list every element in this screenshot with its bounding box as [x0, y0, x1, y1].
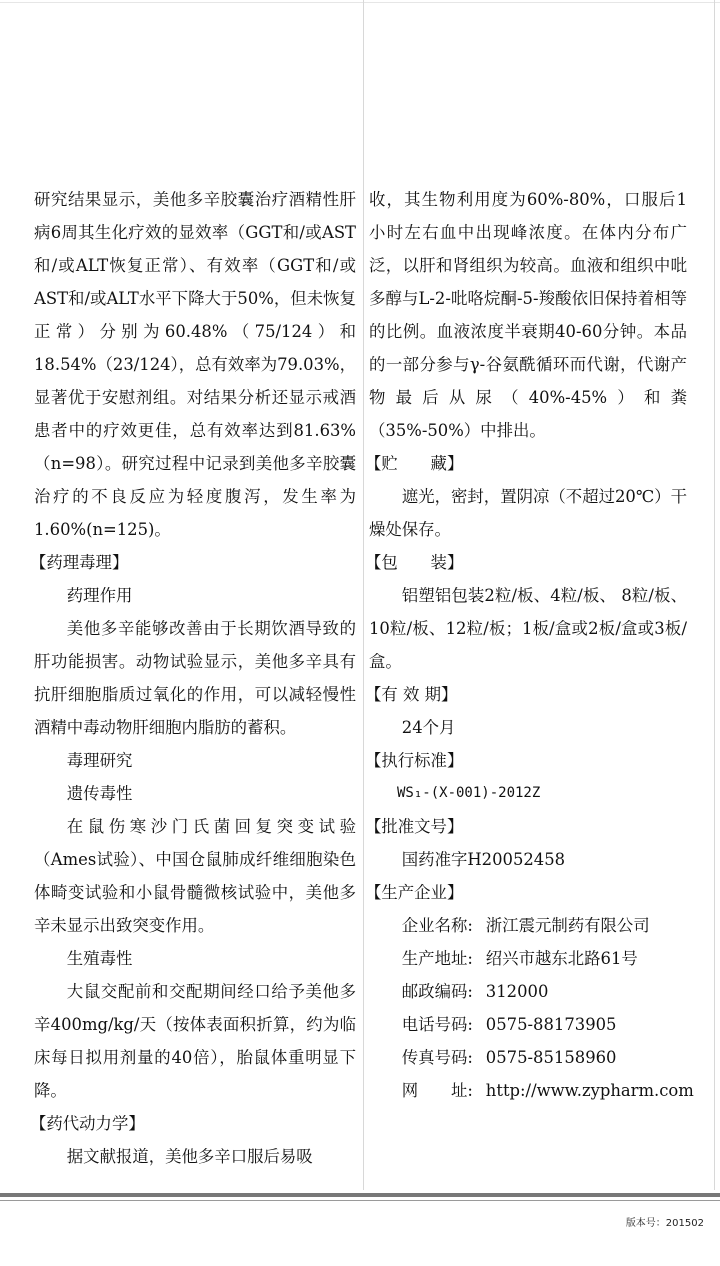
address: 绍兴市越东北路61号 — [485, 949, 638, 968]
website-label: 网 址: — [401, 1081, 473, 1100]
pharmacokinetics-text-start: 据文献报道，美他多辛口服后易吸 — [66, 1147, 313, 1166]
right-edge-line — [714, 0, 715, 1190]
fax-number: 0575-85158960 — [485, 1048, 617, 1067]
storage-heading: 【贮 藏】 — [365, 454, 464, 473]
clinical-results-paragraph: 研究结果显示，美他多辛胶囊治疗酒精性肝病6周其生化疗效的显效率（GGT和/或AST和/或ALT恢复正常）、有效率（GGT和/或AST和/或ALT水平下降大于50%，但未恢复正常）分别为60.48%（75/124）和18.54%（23/124），总有效率为79.03%，显著优于安慰剂组。对结果分析还显示戒酒患者中的疗效更佳，总有效率达到81.63%（n=98）。研究过程中记录到美他多辛胶囊治疗的不良反应为轻度腹泻，发生率为1.60%(n=125)。 — [34, 190, 356, 539]
version-number: 版本号：201502 — [625, 1218, 704, 1229]
website-row — [369, 1074, 694, 1107]
pharmacology-text: 美他多辛能够改善由于长期饮酒导致的肝功能损害。动物试验显示，美他多辛具有抗肝细胞脂质过氧化的作用，可以减轻慢性酒精中毒动物肝细胞内脂肪的蓄积。 — [34, 619, 356, 737]
company-name: 浙江震元制药有限公司 — [485, 916, 650, 935]
manufacturer-heading: 【生产企业】 — [365, 883, 464, 902]
footer-thick-rule — [0, 1193, 720, 1197]
right-column — [365, 183, 694, 1107]
website-link[interactable]: http://www.zypharm.com — [485, 1081, 694, 1100]
approval-number: 国药准字H20052458 — [401, 850, 566, 869]
genotoxicity-text: 在鼠伤寒沙门氏菌回复突变试验（Ames试验）、中国仓鼠肺成纤维细胞染色体畸变试验和小鼠骨髓微核试验中，美他多辛未显示出致突变作用。 — [34, 817, 356, 935]
reproductive-toxicity-label: 生殖毒性 — [66, 949, 133, 968]
toxicology-label: 毒理研究 — [66, 751, 133, 770]
address-row — [369, 942, 687, 975]
reproductive-toxicity-text: 大鼠交配前和交配期间经口给予美他多辛400mg/kg/天（按体表面积折算，约为临床每日拟用剂量的40倍），胎鼠体重明显下降。 — [34, 982, 356, 1100]
package-text: 铝塑铝包装2粒/板、4粒/板、 8粒/板、 10粒/板、12粒/板；1板/盒或2板/盒或3板/盒。 — [369, 586, 687, 671]
postcode-label: 邮政编码: — [401, 982, 473, 1001]
phone-row — [369, 1008, 687, 1041]
package-heading: 【包 装】 — [365, 553, 464, 572]
postcode: 312000 — [485, 982, 549, 1001]
top-rule — [0, 2, 720, 3]
approval-heading: 【批准文号】 — [365, 817, 464, 836]
pharmacology-label: 药理作用 — [66, 586, 133, 605]
left-column — [30, 183, 356, 1173]
footer-thin-rule — [0, 1200, 720, 1201]
column-divider — [363, 0, 364, 1190]
genotoxicity-label: 遗传毒性 — [66, 784, 133, 803]
fax-label: 传真号码: — [401, 1048, 473, 1067]
storage-text: 遮光，密封，置阴凉（不超过20℃）干燥处保存。 — [369, 487, 687, 539]
footer-rules — [0, 1193, 720, 1201]
standard-heading: 【执行标准】 — [365, 751, 464, 770]
validity-heading: 【有 效 期】 — [365, 685, 458, 704]
phone-number: 0575-88173905 — [485, 1015, 617, 1034]
manufacturer-info — [369, 909, 694, 1107]
company-name-row — [369, 909, 687, 942]
pharmacology-toxicology-heading: 【药理毒理】 — [30, 553, 129, 572]
standard-text: WS₁-(X-001)-2012Z — [397, 785, 541, 801]
fax-row — [369, 1041, 687, 1074]
postcode-row — [369, 975, 687, 1008]
company-name-label: 企业名称: — [401, 916, 473, 935]
pharmacokinetics-text-continued: 收，其生物利用度为60%-80%，口服后1小时左右血中出现峰浓度。在体内分布广泛，以肝和肾组织为较高。血液和组织中吡多醇与L-2-吡咯烷酮-5-羧酸依旧保持着相等的比例。血液浓度半衰期40-60分钟。本品的一部分参与γ-谷氨酰循环而代谢，代谢产物最后从尿（40%-45%）和粪（35%-50%）中排出。 — [369, 190, 687, 440]
validity-text: 24个月 — [401, 718, 456, 737]
phone-label: 电话号码: — [401, 1015, 473, 1034]
pharmacokinetics-heading: 【药代动力学】 — [30, 1114, 145, 1133]
address-label: 生产地址: — [401, 949, 473, 968]
